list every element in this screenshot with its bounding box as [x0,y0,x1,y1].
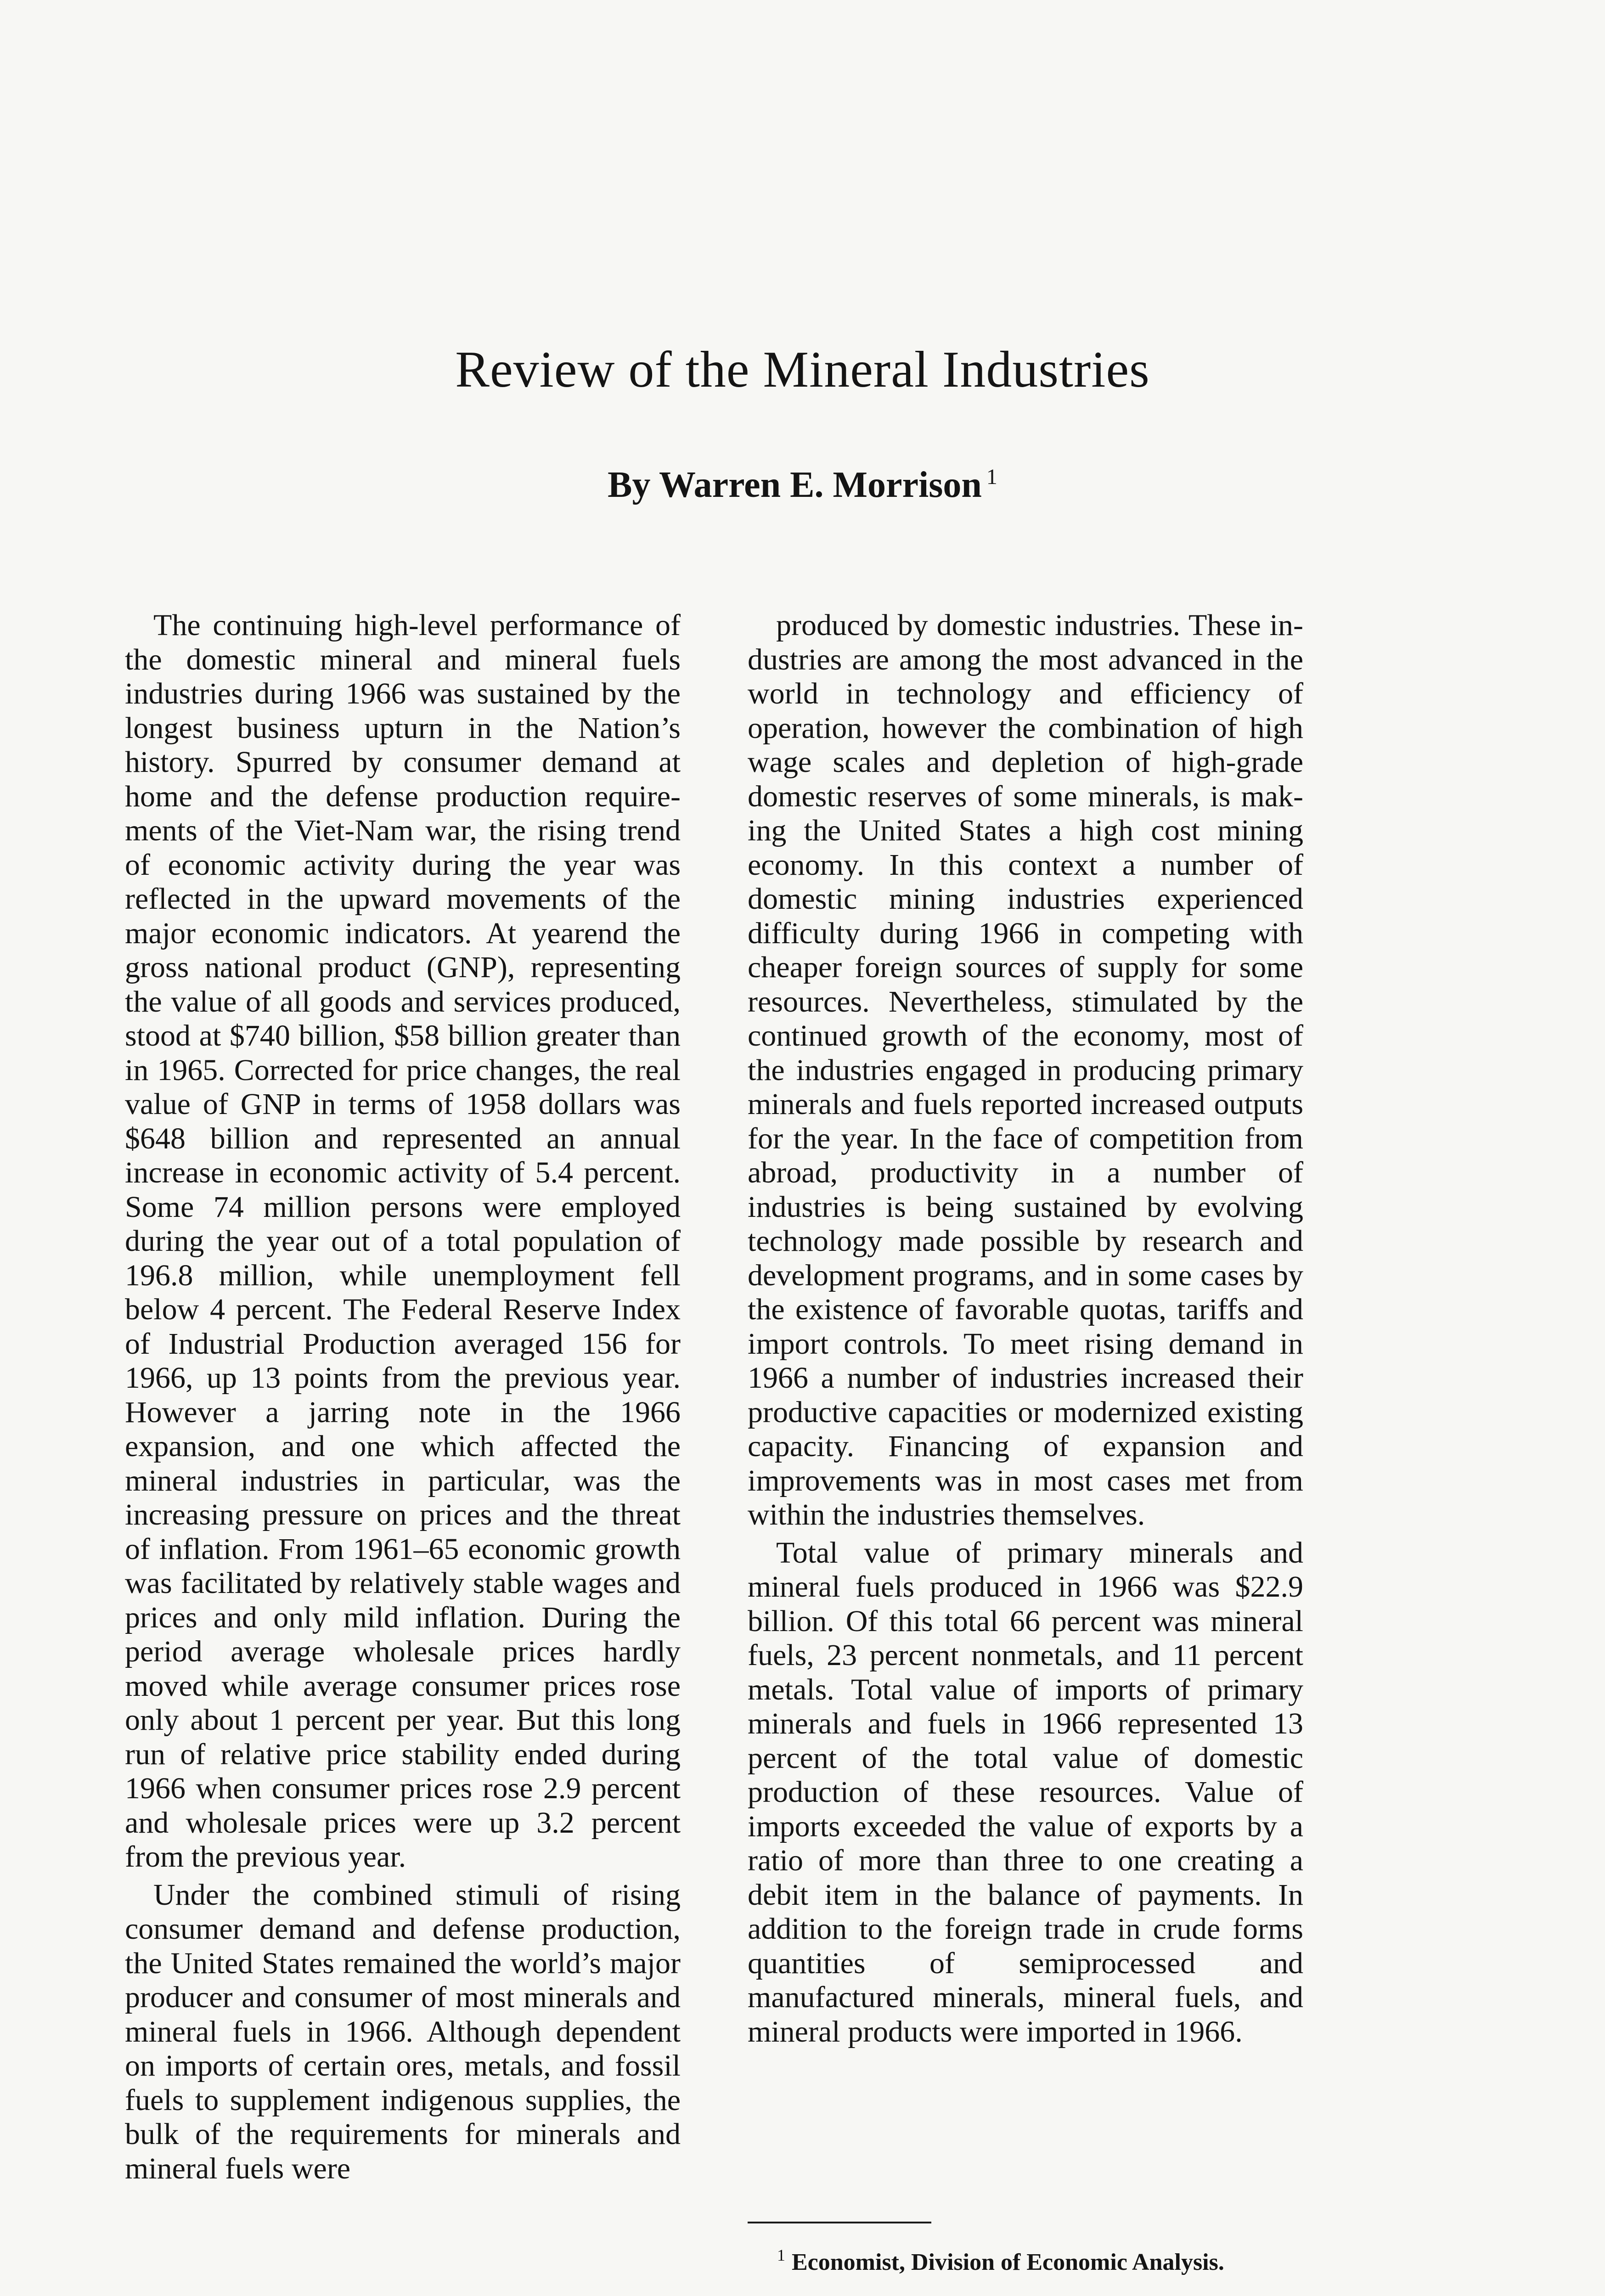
footnote-divider [748,2222,931,2223]
paragraph: Under the combined stimuli of rising consumer demand and defense production, the United States remained the world’s major producer and consumer of most minerals and mineral fuels in 1966. Although dependent on imports of certain ores, metals, and fossil fuels to supplement indigenous supplies, the bulk of the requirements for minerals and mineral fuels were [125,1878,681,2185]
author-name: By Warren E. Morrison [608,465,982,505]
footnote-text: Economist, Division of Economic Analysis. [792,2249,1224,2275]
byline-footnote-mark: 1 [986,465,997,489]
footnote-mark: 1 [777,2246,785,2264]
paragraph: produced by domestic industries. These industries are among the most advanced in the world in technology and efficiency of operation, however the combination of high wage scales and depletion of high-grade domestic reserves of some minerals, is making the United States a high cost mining economy. In this context a number of domestic mining industries experienced difficulty during 1966 in competing with cheaper foreign sources of supply for some resources. Nevertheless, stimulated by the continued growth of the economy, most of the industries engaged in producing primary minerals and fuels reported increased outputs for the year. In the face of competition from abroad, productivity in a number of industries is being sustained by evolving technology made possible by research and development programs, and in some cases by the existence of favorable quotas, tariffs and import controls. To meet rising demand in 1966 a number of industries increased their productive capacities or modernized existing capacity. Financing of expansion and improvements was in most cases met from within the industries themselves. [748,608,1303,1531]
article-title: Review of the Mineral Industries [455,341,1150,398]
author-byline [0,463,1605,507]
paragraph: Total value of primary minerals and mineral fuels produced in 1966 was $22.9 billion. Of this total 66 percent was mineral fuels, 23 percent nonmetals, and 11 percent metals. Total value of imports of primary minerals and fuels in 1966 represented 13 percent of the total value of domestic production of these resources. Value of imports exceeded the value of exports by a ratio of more than three to one creating a debit item in the balance of payments. In addition to the foreign trade in crude forms quantities of semiprocessed and manufactured minerals, mineral fuels, and mineral products were imported in 1966. [748,1536,1303,2048]
right-column [748,608,1303,2049]
paragraph: The continuing high-level performance of the domestic mineral and mineral fuels industries during 1966 was sustained by the longest business upturn in the Nation’s history. Spurred by consumer demand at home and the defense production requirements of the Viet-Nam war, the rising trend of economic activity during the year was reflected in the upward movements of the major economic indicators. At yearend the gross national product (GNP), representing the value of all goods and services produced, stood at $740 billion, $58 billion greater than in 1965. Corrected for price changes, the real value of GNP in terms of 1958 dollars was $648 billion and represented an annual increase in economic activity of 5.4 percent. Some 74 million persons were employed during the year out of a total population of 196.8 million, while unemployment fell below 4 percent. The Federal Reserve Index of Industrial Production averaged 156 for 1966, up 13 points from the previous year. However a jarring note in the 1966 expansion, and one which affected the mineral industries in particular, was the increasing pressure on prices and the threat of inflation. From 1961–65 economic growth was facilitated by relatively stable wages and prices and only mild inflation. During the period average wholesale prices hardly moved while average consumer prices rose only about 1 percent per year. But this long run of relative price stability ended during 1966 when consumer prices rose 2.9 percent and wholesale prices were up 3.2 percent from the previous year. [125,608,681,1874]
footnote [777,2245,1224,2277]
left-column [125,608,681,2186]
